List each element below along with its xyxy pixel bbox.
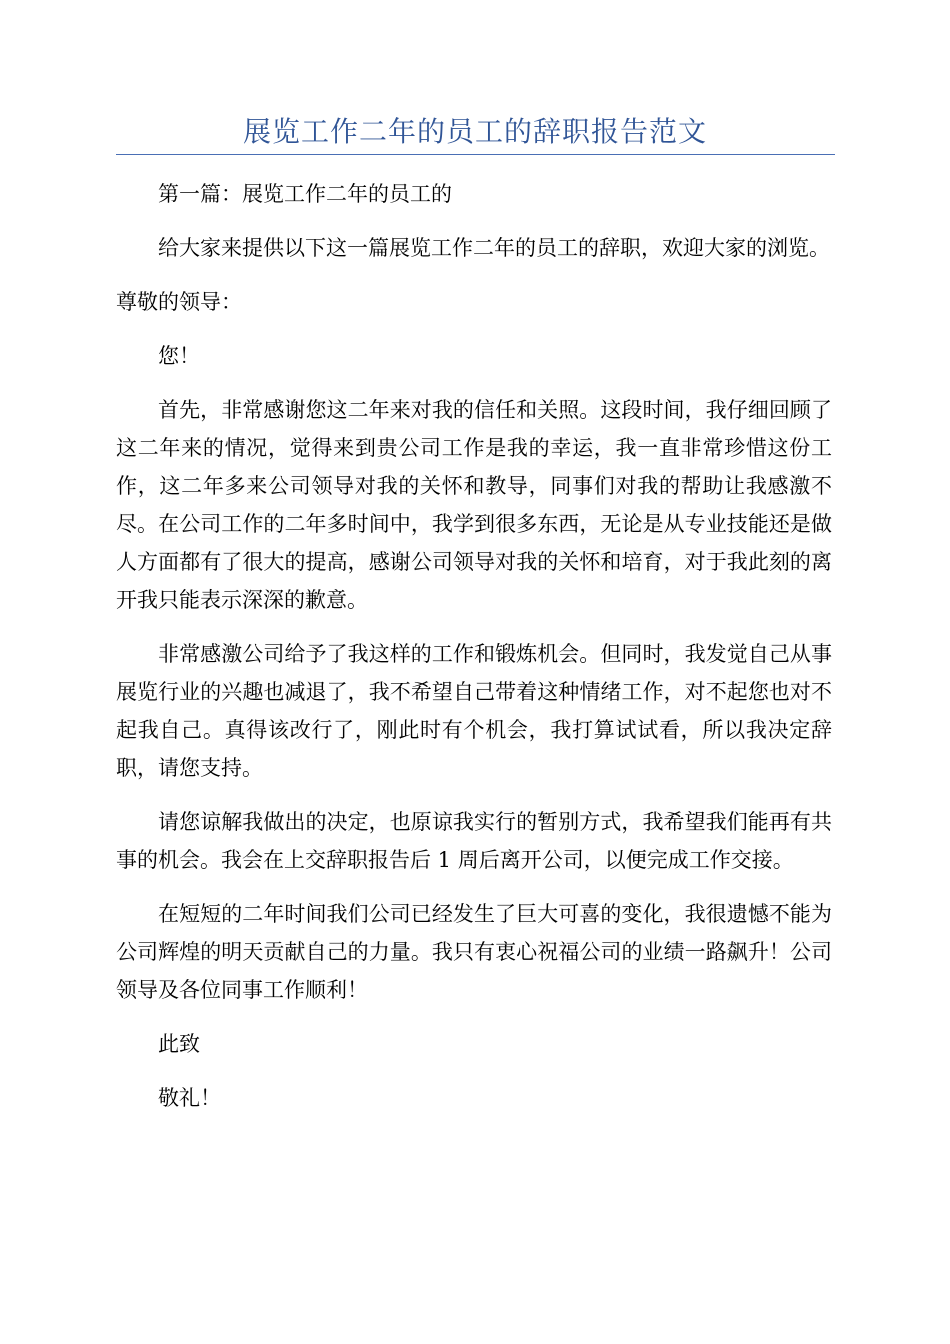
paragraph-closing-1: 此致 — [158, 1032, 200, 1056]
title-underline — [116, 154, 835, 155]
document-body — [116, 175, 832, 1133]
paragraph-body-3: 请您谅解我做出的决定，也原谅我实行的暂别方式，我希望我们能再有共事的机会。我会在上交辞职报告后 1 周后离开公司，以便完成工作交接。 — [116, 810, 832, 872]
paragraph-salutation: 尊敬的领导： — [116, 290, 242, 314]
paragraph-heading: 第一篇：展览工作二年的员工的 — [158, 182, 452, 206]
paragraph-body-4: 在短短的二年时间我们公司已经发生了巨大可喜的变化，我很遗憾不能为公司辉煌的明天贡献自己的力量。我只有衷心祝福公司的业绩一路飙升！公司领导及各位同事工作顺利！ — [116, 902, 832, 1002]
paragraph-body-2: 非常感激公司给予了我这样的工作和锻炼机会。但同时，我发觉自己从事展览行业的兴趣也减退了，我不希望自己带着这种情绪工作，对不起您也对不起我自己。真得该改行了，刚此时有个机会，我打算试试看，所以我决定辞职，请您支持。 — [116, 642, 832, 780]
paragraph-closing-2: 敬礼！ — [158, 1086, 221, 1110]
paragraph-greeting: 您！ — [158, 344, 200, 368]
paragraph-body-1: 首先，非常感谢您这二年来对我的信任和关照。这段时间，我仔细回顾了这二年来的情况，觉得来到贵公司工作是我的幸运，我一直非常珍惜这份工作，这二年多来公司领导对我的关怀和教导，同事们对我的帮助让我感激不尽。在公司工作的二年多时间中，我学到很多东西，无论是从专业技能还是做人方面都有了很大的提高，感谢公司领导对我的关怀和培育，对于我此刻的离开我只能表示深深的歉意。 — [116, 398, 832, 612]
document-title: 展览工作二年的员工的辞职报告范文 — [242, 115, 707, 148]
paragraph-intro: 给大家来提供以下这一篇展览工作二年的员工的辞职，欢迎大家的浏览。 — [158, 236, 830, 260]
